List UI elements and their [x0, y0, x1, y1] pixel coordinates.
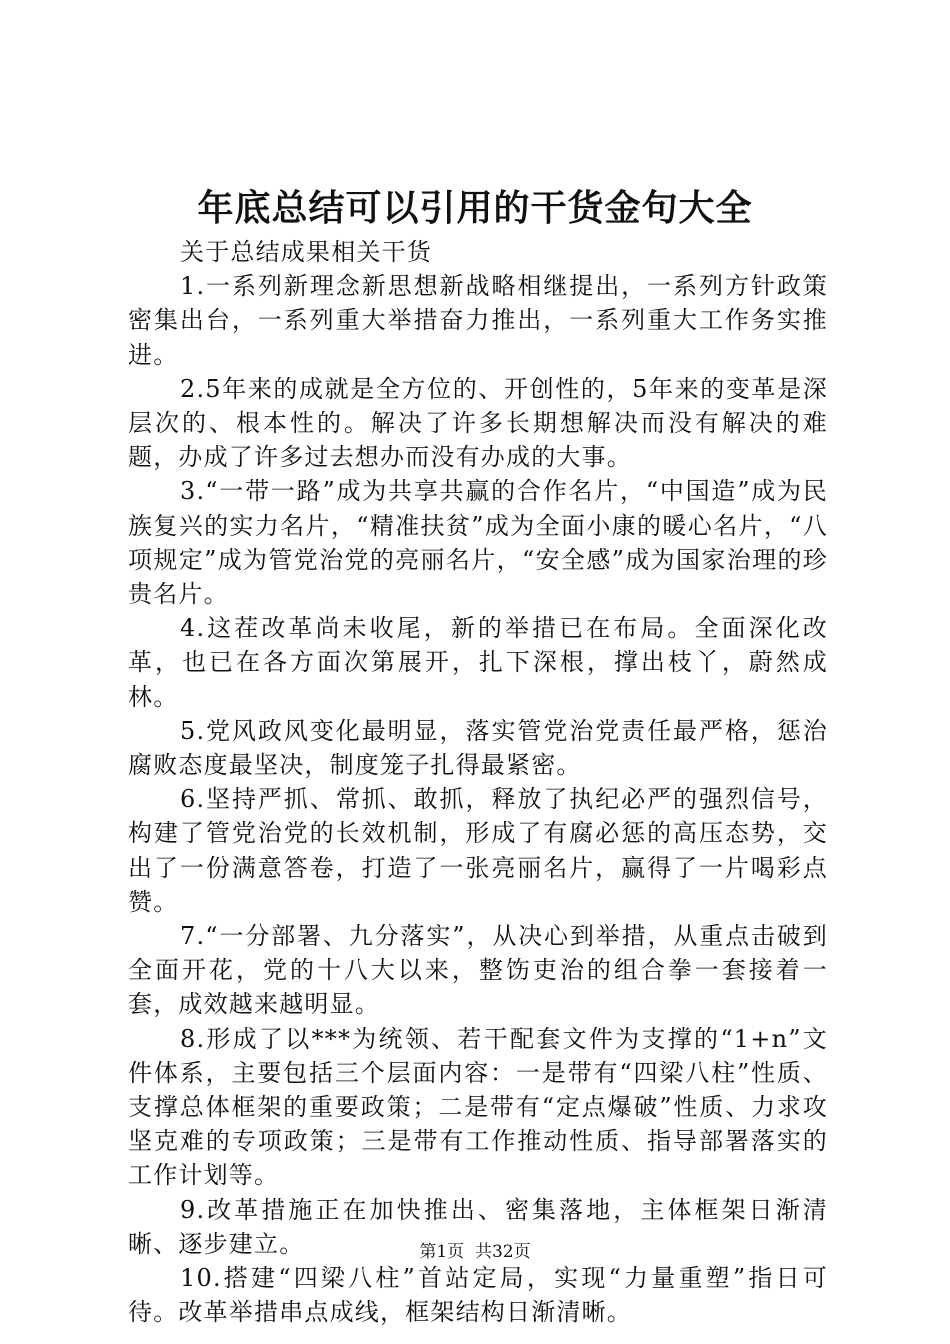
paragraph-intro: 关于总结成果相关干货: [180, 238, 432, 266]
paragraph-8: 8.形成了以***为统领、若干配套文件为支撑的“1+n”文件体系，主要包括三个层面内容：一是带有“四梁八柱”性质、支撑总体框架的重要政策；二是带有“定点爆破”性质、力求攻坚克难的专项政策；三是带有工作推动性质、指导部署落实的工作计划等。: [128, 1024, 828, 1190]
paragraph-6: 6.坚持严抓、常抓、敢抓，释放了执纪必严的强烈信号，构建了管党治党的长效机制，形成了有腐必惩的高压态势，交出了一份满意答卷，打造了一张亮丽名片，赢得了一片喝彩点赞。: [128, 785, 828, 916]
page-number-label: 第1页 共32页: [419, 1242, 531, 1262]
paragraph-1: 1.一系列新理念新思想新战略相继提出，一系列方针政策密集出台，一系列重大举措奋力推出，一系列重大工作务实推进。: [128, 272, 828, 369]
paragraph-9: 9.改革措施正在加快推出、密集落地，主体框架日渐清晰、逐步建立。: [128, 1195, 828, 1258]
page-footer: [0, 1240, 950, 1264]
paragraph-10: 10.搭建“四梁八柱”首站定局，实现“力量重塑”指日可待。改革举措串点成线，框架结构日渐清晰。: [128, 1264, 828, 1327]
paragraph-2: 2.5年来的成就是全方位的、开创性的，5年来的变革是深层次的、根本性的。解决了许多长期想解决而没有解决的难题，办成了许多过去想办而没有办成的大事。: [128, 374, 828, 472]
document-body: [128, 235, 828, 1330]
paragraph-4: 4.这茬改革尚未收尾，新的举措已在布局。全面深化改革，也已在各方面次第展开，扎下深根，撑出枝丫，蔚然成林。: [128, 614, 828, 711]
paragraph-3: 3.“一带一路”成为共享共赢的合作名片，“中国造”成为民族复兴的实力名片，“精准扶贫”成为全面小康的暖心名片，“八项规定”成为管党治党的亮丽名片，“安全感”成为国家治理的珍贵名片。: [128, 477, 828, 609]
document-title: 年底总结可以引用的干货金句大全: [197, 187, 753, 229]
paragraph-7: 7.“一分部署、九分落实”，从决心到举措，从重点击破到全面开花，党的十八大以来，整饬吏治的组合拳一套接着一套，成效越来越明显。: [128, 922, 828, 1019]
paragraph-5: 5.党风政风变化最明显，落实管党治党责任最严格，惩治腐败态度最坚决，制度笼子扎得最紧密。: [128, 716, 828, 780]
